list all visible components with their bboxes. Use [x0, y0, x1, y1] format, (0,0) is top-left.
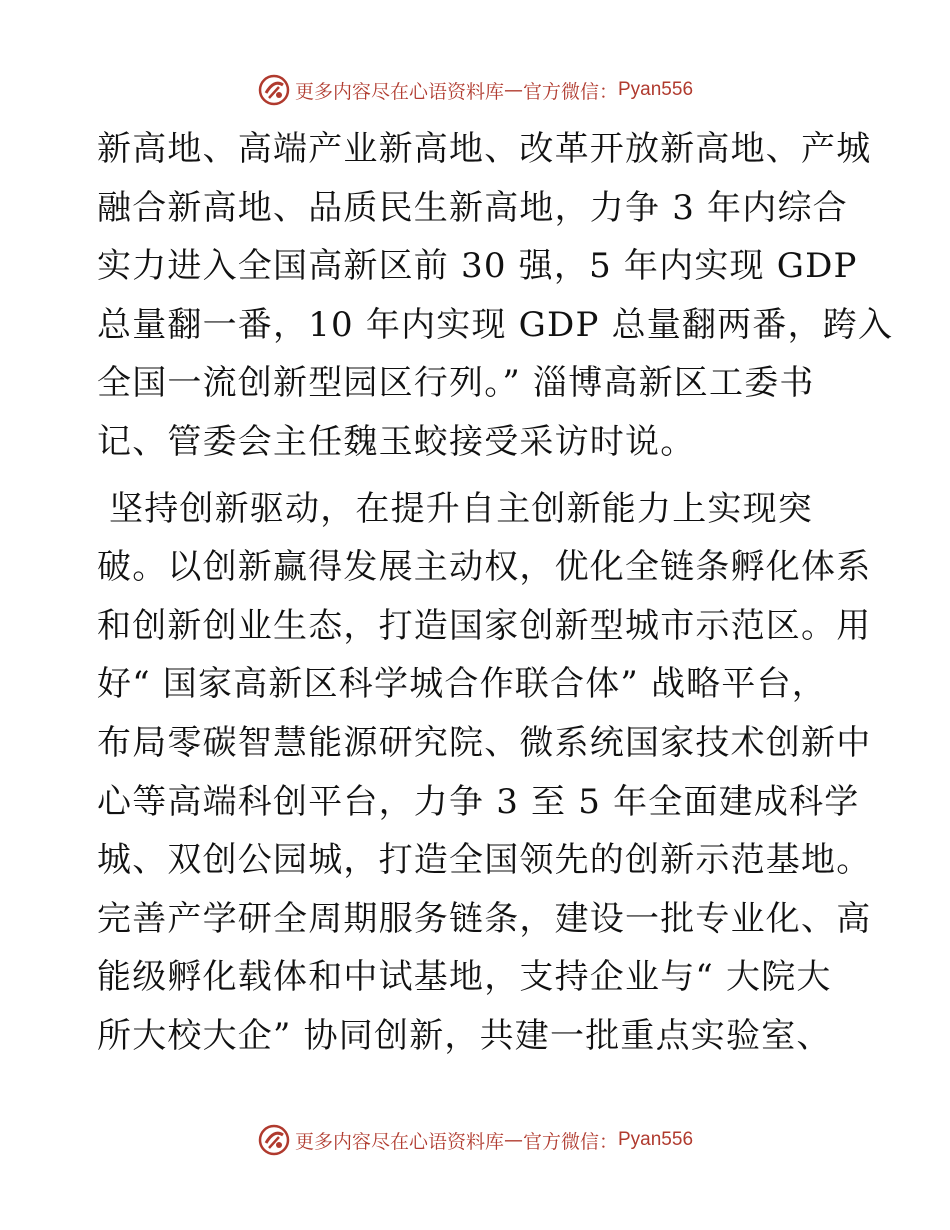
header-banner: [0, 70, 950, 110]
seal-logo-icon: [257, 73, 291, 107]
text-line: 坚持创新驱动，在提升自主创新能力上实现突: [97, 488, 814, 529]
footer-brand-text: 更多内容尽在心语资料库: [294, 1130, 504, 1153]
text-line: 全国一流创新型园区行列。” 淄博高新区工委书: [97, 363, 815, 404]
text-line: 实力进入全国高新区前 30 强，5 年内实现 GDP: [97, 246, 858, 287]
header-separator: —: [503, 79, 523, 101]
footer-wechat-label: 官方微信：: [522, 1130, 618, 1153]
text-line: 新高地、高端产业新高地、改革开放新高地、产城: [97, 129, 872, 169]
paragraph-1: [97, 120, 894, 472]
text-line: 融合新高地、品质民生新高地，力争 3 年内综合: [97, 187, 848, 228]
text-line: 所大校大企” 协同创新，共建一批重点实验室、: [97, 1015, 832, 1056]
document-body: [97, 120, 894, 1074]
text-line: 记、管委会主任魏玉蛟接受采访时说。: [97, 421, 696, 462]
text-line: 总量翻一番，10 年内实现 GDP 总量翻两番，跨入: [97, 304, 894, 345]
footer-banner: [0, 1120, 950, 1160]
header-brand-text: 更多内容尽在心语资料库: [294, 80, 504, 103]
paragraph-2: [97, 480, 872, 1066]
footer-separator: —: [503, 1129, 523, 1151]
text-line: 好“ 国家高新区科学城合作联合体” 战略平台，: [97, 664, 827, 705]
header-wechat-id: Pyan556: [618, 79, 694, 100]
seal-logo-icon: [257, 1123, 291, 1157]
header-wechat-label: 官方微信：: [522, 80, 618, 103]
text-line: 完善产学研全周期服务链条，建设一批专业化、高: [97, 898, 872, 939]
text-line: 能级孵化载体和中试基地，支持企业与“ 大院大: [97, 957, 832, 998]
text-line: 布局零碳智慧能源研究院、微系统国家技术创新中: [97, 722, 872, 763]
text-line: 破。以创新赢得发展主动权，优化全链条孵化体系: [97, 547, 872, 588]
text-line: 城、双创公园城，打造全国领先的创新示范基地。: [97, 840, 872, 881]
text-line: 心等高端科创平台，力争 3 至 5 年全面建成科学: [97, 781, 860, 822]
text-line: 和创新创业生态，打造国家创新型城市示范区。用: [97, 605, 872, 646]
footer-wechat-id: Pyan556: [618, 1129, 694, 1150]
